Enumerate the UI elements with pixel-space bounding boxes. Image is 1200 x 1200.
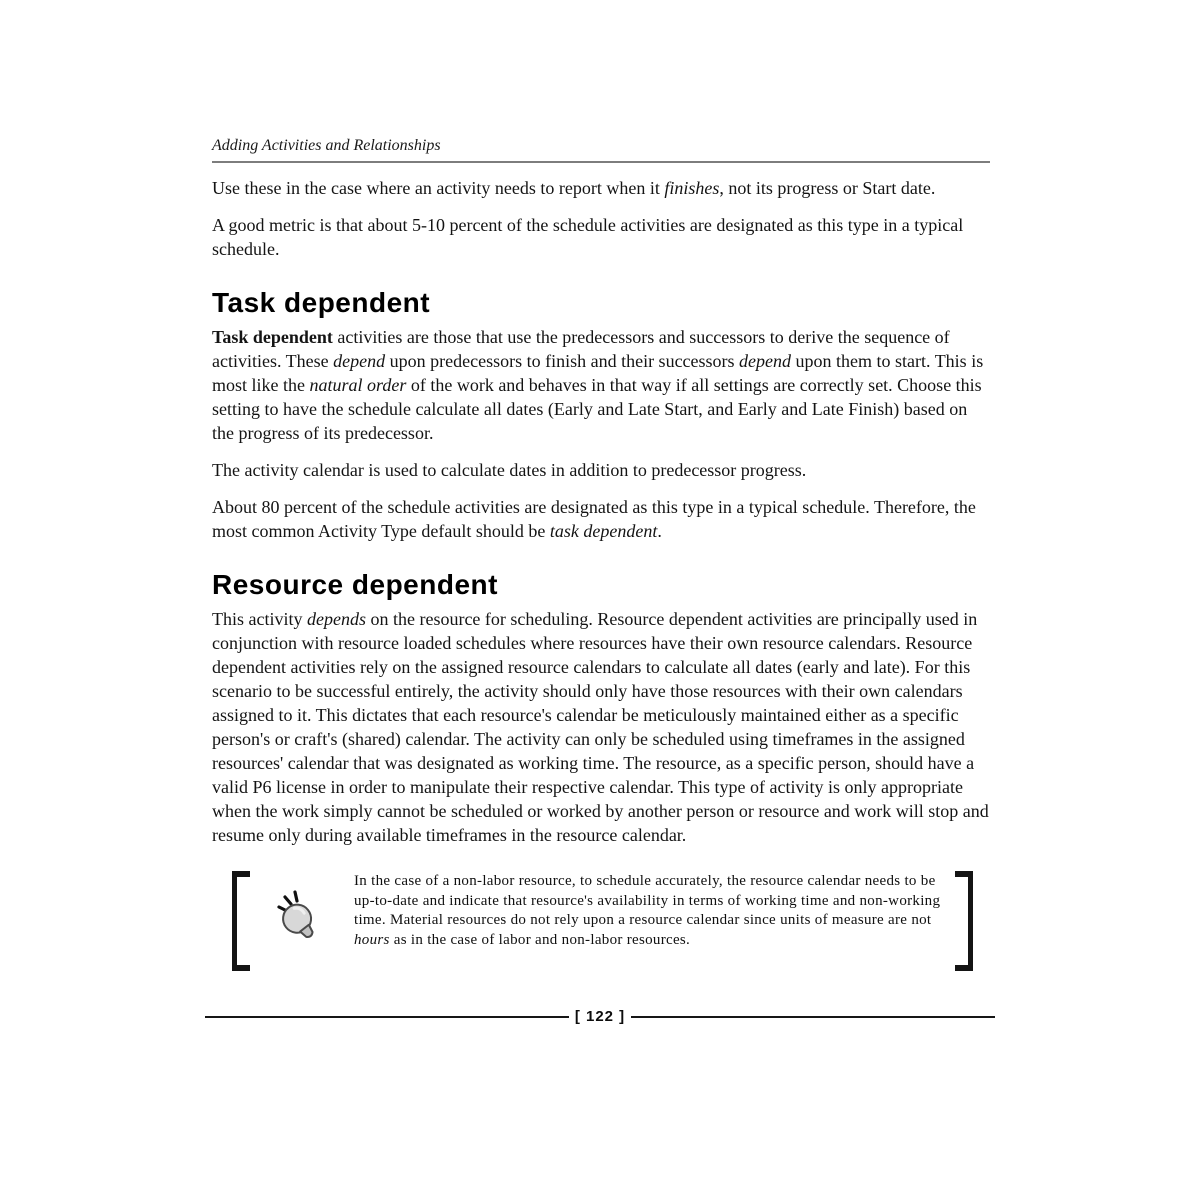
paragraph-task-3: About 80 percent of the schedule activities are designated as this type in a typical schedule. Therefore, the most common Activity Type default should be task dependent. [212, 497, 976, 541]
tip-bracket-left [232, 871, 250, 971]
tip-box [232, 871, 973, 971]
lightbulb-icon [275, 889, 329, 953]
heading-resource-dependent: Resource dependent [212, 569, 498, 600]
footer-rule-left [205, 1016, 569, 1018]
heading-task-dependent: Task dependent [212, 287, 431, 318]
tip-icon-area [259, 871, 345, 971]
page-footer [205, 1008, 995, 1025]
footer-rule-right [631, 1016, 995, 1018]
running-header: Adding Activities and Relationships [212, 136, 990, 163]
page-content [212, 136, 990, 971]
page-number: [ 122 ] [574, 1008, 626, 1025]
paragraph-intro-2: A good metric is that about 5-10 percent of the schedule activities are designated as this type in a typical schedule. [212, 215, 964, 259]
tip-bracket-right [955, 871, 973, 971]
paragraph-resource-1: This activity depends on the resource for scheduling. Resource dependent activities are principally used in conjunction with resource loaded schedules where resources have their own resource calendars. Resource dependent activities rely on the assigned resource calendars to calculate all dates (early and late). For this scenario to be successful entirely, the activity should only have those resources with their own calendars assigned to it. This dictates that each resource's calendar be meticulously maintained either as a specific person's or craft's (shared) calendar. The activity can only be scheduled using timeframes in the assigned resources' calendar that was designated as working time. The resource, as a specific person, should have a valid P6 license in order to manipulate their respective calendar. This type of activity is only appropriate when the work simply cannot be scheduled or worked by another person or resource and work will stop and resume only during available timeframes in the resource calendar. [212, 609, 989, 845]
paragraph-task-2: The activity calendar is used to calculate dates in addition to predecessor progress. [212, 460, 807, 480]
paragraph-task-1: Task dependent activities are those that use the predecessors and successors to derive the sequence of activities. These depend upon predecessors to finish and their successors depend upon them to start. This is most like the natural order of the work and behaves in that way if all settings are correctly set. Choose this setting to have the schedule calculate all dates (Early and Late Start, and Early and Late Finish) based on the progress of its predecessor. [212, 327, 984, 443]
paragraph-intro-1: Use these in the case where an activity needs to report when it finishes, not its progress or Start date. [212, 178, 936, 198]
tip-text: In the case of a non-labor resource, to schedule accurately, the resource calendar needs to be up-to-date and indicate that resource's availability in terms of working time and non-working time. Material resources do not rely upon a resource calendar since units of measure are not hours as in the case of labor and non-labor resources. [354, 873, 941, 948]
